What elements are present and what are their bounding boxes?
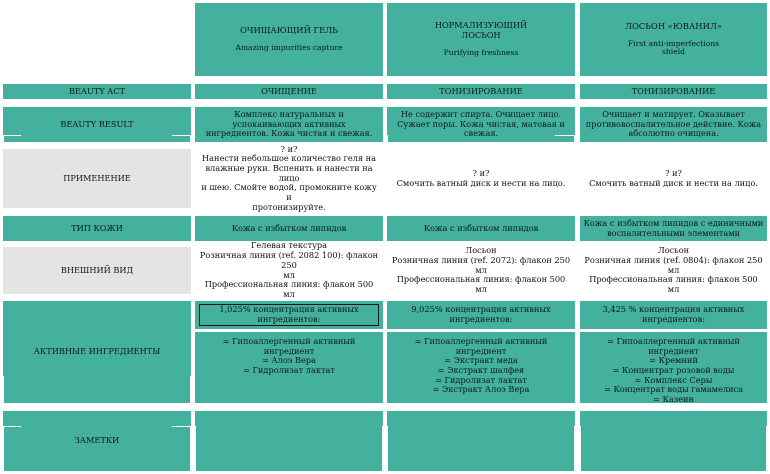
header-col1-title: ОЧИЩАЮЩИЙ ГЕЛЬ (240, 25, 338, 36)
appearance-col1-line: Профессиональная линия: флакон 500 мл (204, 279, 374, 299)
frame-tick (387, 426, 388, 471)
application-col1-line: Нанести небольшое количество геля на (202, 153, 376, 164)
active-col1-item: = Алоэ Вера (262, 355, 316, 366)
beauty-act-col3-text: ТОНИЗИРОВАНИЕ (631, 85, 716, 96)
frame-tick (172, 135, 191, 136)
application-col1-line: влажные руки. Вспенить и нанести на лицо (205, 163, 373, 183)
frame-tick (555, 135, 575, 136)
header-col2-subtitle: Purifying freshness (443, 47, 519, 57)
label-notes (3, 411, 191, 471)
frame-tick (574, 426, 575, 471)
active-col1-list (195, 332, 383, 403)
application-col1-line: ? и? (280, 143, 298, 154)
label-application (3, 149, 191, 208)
appearance-col1 (195, 240, 383, 299)
beauty-result-label: BEAUTY RESULT (60, 118, 134, 129)
application-col3 (580, 149, 767, 208)
label-beauty-act (3, 83, 191, 100)
appearance-col2 (387, 247, 575, 294)
active-col3-item: = Концентрат воды гамамелиса (604, 384, 743, 395)
appearance-col2-line: Профессиональная линия: флакон 500 мл (396, 274, 566, 295)
appearance-col1-line: Гелевая текстура (250, 240, 328, 251)
active-col3-list (580, 332, 767, 403)
active-col3-item: = Комплекс Серы (634, 374, 713, 385)
active-col1-conc-text: 1,025% концентрация активных ингредиентов: (199, 304, 379, 325)
beauty-result-col3-text: Очищает и матирует. Оказывает противовоспалительное действие. Кожа абсолютно очищена. (585, 108, 762, 139)
active-col2-item: = Экстракт шалфея (437, 365, 525, 376)
notes-col2[interactable] (387, 411, 575, 471)
active-col3-item: = Гипоаллергенный активный ингредиент (607, 336, 740, 356)
frame-tick (387, 135, 388, 142)
frame-tick (3, 426, 4, 471)
appearance-col3-line: Лосьон (657, 245, 690, 256)
frame-tick (190, 135, 191, 142)
header-col3-title: ЛОСЬОН «ЮВАНИЛ» (624, 20, 723, 31)
header-col3-subtitle: First anti-imperfections shield (627, 38, 720, 57)
application-col2 (387, 149, 575, 208)
appearance-col1-line: Розничная линия (ref. 2082 100): флакон 250 (199, 250, 379, 270)
beauty-act-col2-text: ТОНИЗИРОВАНИЕ (439, 85, 523, 96)
active-col2-conc-text: 9,025% концентрация активных ингредиентов: (411, 304, 551, 324)
notes-col3[interactable] (580, 411, 767, 471)
frame-tick (190, 426, 191, 471)
header-col3 (580, 3, 767, 76)
active-col2-item: = Гидролизат лактат (435, 374, 527, 385)
beauty-result-col2-text: Не содержит спирта. Очищает лицо. Сужает поры. Кожа чистая, матовая и свежая. (397, 108, 565, 139)
active-col2-item: = Экстракт Алоэ Вера (432, 384, 530, 395)
frame-tick (3, 135, 4, 142)
beauty-result-col1 (195, 107, 383, 142)
application-col1-line: и шею. Смойте водой, промокните кожу и (201, 182, 377, 203)
appearance-col3 (580, 247, 767, 294)
skin-type-col3 (580, 216, 767, 241)
active-col3-item: = Казеин (653, 394, 694, 405)
frame-tick (574, 135, 575, 142)
active-col3-item: = Концентрат розовой воды (612, 365, 735, 376)
active-label: АКТИВНЫЕ ИНГРЕДИЕНТЫ (33, 346, 161, 357)
beauty-result-col3 (580, 107, 767, 142)
active-col2-item: = Экстракт меда (444, 355, 518, 366)
application-col2-line: Смочить ватный диск и нести на лицо. (396, 177, 566, 188)
appearance-col1-line: мл (283, 269, 295, 280)
appearance-label: ВНЕШНИЙ ВИД (60, 264, 134, 275)
frame-tick (3, 426, 21, 427)
frame-tick (172, 426, 191, 427)
active-col3-item: = Кремний (649, 355, 698, 366)
active-col1-item: = Гипоаллергенный активный ингредиент (222, 336, 356, 356)
frame-tick (3, 135, 21, 136)
active-col1-item: = Гидролизат лактат (243, 365, 335, 376)
frame-tick (190, 376, 191, 403)
skin-type-label: ТИП КОЖИ (71, 222, 123, 233)
frame-tick (382, 426, 383, 471)
label-skin-type (3, 216, 191, 241)
active-col3-conc-text: 3,425 % концентрация активных ингредиентов: (602, 304, 745, 324)
active-col1-conc (195, 301, 383, 329)
active-col2-item: = Гипоаллергенный активный ингредиент (414, 336, 548, 356)
frame-tick (766, 426, 767, 471)
active-col3-conc (580, 301, 767, 329)
beauty-act-col3 (580, 83, 767, 100)
active-col2-list (387, 332, 575, 403)
frame-tick (3, 376, 4, 403)
appearance-col2-line: Лосьон (465, 245, 497, 256)
frame-tick (195, 426, 196, 471)
appearance-col2-line: Розничная линия (ref. 2072): флакон 250 мл (391, 255, 571, 275)
application-col1 (195, 143, 383, 212)
application-col3-line: ? и? (665, 167, 682, 178)
skin-type-col2 (387, 216, 575, 241)
active-col2-conc (387, 301, 575, 329)
header-col2-title: НОРМАЛИЗУЮЩИЙ ЛОСЬОН (434, 20, 528, 41)
skin-type-col1-text: Кожа с избытком липидов (231, 222, 347, 233)
appearance-col3-line: Розничная линия (ref. 0804): флакон 250 мл (584, 255, 763, 275)
beauty-act-col2 (387, 83, 575, 100)
beauty-act-label: BEAUTY ACT (69, 85, 125, 96)
frame-tick (580, 426, 581, 471)
application-col3-line: Смочить ватный диск и нести на лицо. (589, 177, 758, 188)
application-col1-line: протонизируйте. (252, 201, 326, 212)
header-col2 (387, 3, 575, 76)
label-beauty-result (3, 107, 191, 142)
notes-label: ЗАМЕТКИ (74, 435, 120, 446)
beauty-result-col1-text: Комплекс натуральных и успокаивающих активных ингредиентов. Кожа чистая и свежая. (205, 108, 373, 139)
skin-type-col2-text: Кожа с избытком липидов (423, 222, 539, 233)
label-appearance (3, 247, 191, 294)
beauty-act-col1 (195, 83, 383, 100)
beauty-act-col1-text: ОЧИЩЕНИЕ (261, 85, 317, 96)
skin-type-col1 (195, 216, 383, 241)
header-col1 (195, 3, 383, 76)
appearance-col3-line: Профессиональная линия: флакон 500 мл (589, 274, 758, 295)
label-active-ingredients (3, 301, 191, 403)
application-label: ПРИМЕНЕНИЕ (63, 172, 131, 183)
notes-col1[interactable] (195, 411, 383, 471)
skin-type-col3-text: Кожа с избытком липидов с единичными воспалительными элементами (583, 217, 764, 238)
application-col2-line: ? и? (472, 167, 490, 178)
beauty-result-col2 (387, 107, 575, 142)
header-col1-subtitle: Amazing impurities capture (235, 42, 343, 52)
